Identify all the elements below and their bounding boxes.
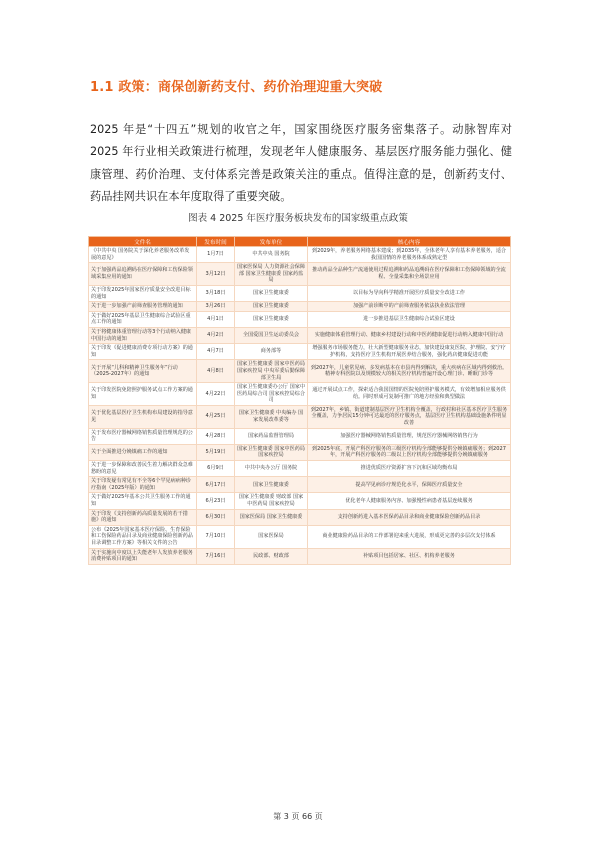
header-file-name: 文件名 [89,237,197,247]
cell-file-name: 关于印发《支持创新药高质量发展的若干措施》的通知 [89,509,197,525]
table-row [89,311,511,327]
cell-core-content: 以目标为导向科学精准开展医疗质量安全改进工作 [308,285,511,301]
cell-release-unit: 全国爱国卫生运动委员会 [235,327,308,343]
cell-file-name: 关于印发《促进健康消费专项行动方案》的通知 [89,344,197,360]
cell-file-name: 关于做好2025年基层卫生健康综合试验区重点工作的通知 [89,311,197,327]
cell-release-unit: 国家卫生健康委 国家中医药局 国家疾控局 [235,444,308,460]
page-number: 第 3 页 66 页 [273,812,323,821]
table-caption: 图表 4 2025 年医疗服务板块发布的国家级重点政策 [188,213,408,224]
cell-file-name: 《中共中央 国务院关于深化养老服务改革发展的意见》 [89,247,197,263]
cell-core-content: 增强服务市场服务能力，壮大新型健康服务业态，加快建设康复医院、护理院、安宁疗护机构，支持医疗卫生机构开展医养结合服务，强化药店健康促进功能 [308,344,511,360]
table-row [89,302,511,312]
cell-release-date: 3月12日 [197,263,235,286]
cell-release-unit: 国家卫生健康委 [235,477,308,493]
cell-release-date: 4月7日 [197,344,235,360]
cell-release-date: 6月30日 [197,509,235,525]
cell-release-date: 4月2日 [197,327,235,343]
body-paragraph: 2025 年是“十四五”规划的收官之年，国家围绕医疗服务密集落子。动脉智库对 2025 年行业相关政策进行梳理，发现老年人健康服务、基层医疗服务能力强化、健康管理、药价治理、支付体系完善是政策关注的重点。值得注意的是，创新药支付、药品挂网共识在本年度取得了重要突破。 [90,123,512,204]
cell-file-name: 关于印发2025年国家医疗质量安全改进目标的通知 [89,285,197,301]
header-release-date: 发布时间 [197,237,235,247]
cell-release-date: 3月18日 [197,285,235,301]
cell-file-name: 公布《2025年国家基本医疗保险、生育保险和工伤保险药品目录及商业健康保险创新药品目录调整工作方案》等相关文件的公告 [89,525,197,548]
table-row [89,405,511,428]
cell-release-unit: 国家医保局 [235,525,308,548]
cell-file-name: 关于将健康体重管理行动等3个行动纳入健康中国行动的通知 [89,327,197,343]
cell-file-name: 关于印发医院免陪照护服务试点工作方案的通知 [89,383,197,406]
cell-release-unit: 国家卫生健康委办公厅 国家中医药局综合司 国家疾控局综合司 [235,383,308,406]
cell-core-content: 加强医疗器械网络销售质量管理，规范医疗器械网络销售行为 [308,428,511,444]
cell-core-content: 到2027年，儿童常见病、多发病基本在市县内得到解决，重大疾病在区域内得到救治。精神专科医院以及规模较大的相关医疗机构普遍开设心理门诊、睡眠门诊等 [308,360,511,383]
table-row [89,327,511,343]
cell-release-date: 5月19日 [197,444,235,460]
cell-release-unit: 中共中央办公厅 国务院 [235,461,308,477]
cell-core-content: 商业健康险药品目录的工作部署迎来重大进展，形成更完善的多层次支付体系 [308,525,511,548]
cell-release-date: 6月23日 [197,493,235,509]
cell-release-date: 4月28日 [197,428,235,444]
section-title: 1.1 政策：商保创新药支付、药价治理迎重大突破 [90,80,383,95]
table-row [89,383,511,406]
cell-release-unit: 国家卫生健康委 [235,285,308,301]
cell-core-content: 加强产前诊断中的产前筛查服务依法执业依法管理 [308,302,511,312]
cell-release-date: 1月7日 [197,247,235,263]
table-body [89,247,511,565]
table-row [89,525,511,548]
cell-release-date: 7月16日 [197,548,235,564]
cell-file-name: 关于进一步保障和改善民生着力解决群众急难愁盼的意见 [89,461,197,477]
cell-core-content: 通过开展试点工作，探索适合我国国情的医院免陪照护服务模式，有效增加相应服务供给。同时形成可复制可推广的地方经验和典型做法 [308,383,511,406]
table-row [89,461,511,477]
cell-core-content: 实施健康体重管理行动、健康乡村建设行动和中医药健康促进行动纳入健康中国行动 [308,327,511,343]
table-header-row [89,237,511,247]
cell-core-content: 到2027年，乡镇、街道建制基层医疗卫生机构全覆盖，行政村和社区基本医疗卫生服务全覆盖，力争居民15分钟可达最近的医疗服务点，基层医疗卫生机构基础设施条件明显改善 [308,405,511,428]
cell-release-unit: 国家医保局 人力资源社会保障部 国家卫生健康委 国家药监局 [235,263,308,286]
cell-release-unit: 国家卫生健康委 国家中医药局 国家疾控局 中央军委后勤保障部卫生局 [235,360,308,383]
cell-release-unit: 国家卫生健康委 中央编办 国家发展改革委等 [235,405,308,428]
table-row [89,344,511,360]
table-row [89,247,511,263]
cell-core-content: 推动药品全品种生产流通使用过程追溯和药品追溯码在医疗保障和工伤保障领域的全流程、全量采集和全场景应用 [308,263,511,286]
cell-release-date: 4月1日 [197,311,235,327]
cell-core-content: 优化老年人健康服务内容、加强慢性病患者基层连续服务 [308,493,511,509]
table-row [89,263,511,286]
cell-release-unit: 商务部等 [235,344,308,360]
cell-release-unit: 中共中央 国务院 [235,247,308,263]
table-row [89,285,511,301]
cell-core-content: 提高罕见病诊疗规范化水平，保障医疗质量安全 [308,477,511,493]
cell-core-content: 到2029年，养老服务网络基本建成；到2035年，全体老年人享有基本养老服务，适合我国国情的养老服务体系成熟定型 [308,247,511,263]
cell-release-date: 4月25日 [197,405,235,428]
header-release-unit: 发布单位 [235,237,308,247]
cell-release-date: 4月8日 [197,360,235,383]
table-row [89,493,511,509]
cell-release-unit: 国家卫生健康委 [235,311,308,327]
cell-file-name: 关于开展“儿科和精神卫生服务年”行动（2025-2027年）的通知 [89,360,197,383]
cell-release-date: 6月9日 [197,461,235,477]
cell-release-unit: 国家药品监督管理局 [235,428,308,444]
header-core-content: 核心内容 [308,237,511,247]
cell-file-name: 关于做好2025年基本公共卫生服务工作的通知 [89,493,197,509]
table-row [89,509,511,525]
table-row [89,360,511,383]
cell-core-content: 到2025年底，开展产科医疗服务的三级医疗机构全部能够提供分娩镇痛服务；到2027年，开展产科医疗服务的二级以上医疗机构全部能够提供分娩镇痛服务 [308,444,511,460]
cell-release-date: 4月22日 [197,383,235,406]
cell-release-date: 3月26日 [197,302,235,312]
cell-file-name: 关于优化基层医疗卫生机构布局建设的指导意见 [89,405,197,428]
cell-core-content: 补贴项目包括居家、社区、机构养老服务 [308,548,511,564]
cell-file-name: 关于全面推进分娩镇痛工作的通知 [89,444,197,460]
table-row [89,428,511,444]
cell-release-date: 7月10日 [197,525,235,548]
cell-release-unit: 民政部、财政部 [235,548,308,564]
cell-file-name: 关于发布医疗器械网络销售质量管理规范的公告 [89,428,197,444]
cell-core-content: 进一步推进基层卫生健康综合试验区建设 [308,311,511,327]
policy-table [88,236,511,565]
cell-file-name: 关于实施向中度以上失能老年人发放养老服务消费补贴项目的通知 [89,548,197,564]
cell-core-content: 推进优质医疗资源扩容下沉和区域均衡布局 [308,461,511,477]
table-row [89,444,511,460]
cell-file-name: 关于印发疑有常见有不全等6个罕见病病种诊疗指南（2025年版）的通知 [89,477,197,493]
cell-release-unit: 国家医保局 国家卫生健康委 [235,509,308,525]
cell-file-name: 关于加强药品追溯码在医疗保障和工伤保险领域采集应用的通知 [89,263,197,286]
cell-release-date: 6月17日 [197,477,235,493]
cell-core-content: 支持创新药进入基本医保药品目录和商业健康保险创新药品目录 [308,509,511,525]
table-row [89,477,511,493]
cell-release-unit: 国家卫生健康委 财政部 国家中医药局 国家疾控局 [235,493,308,509]
table-row [89,548,511,564]
cell-file-name: 关于进一步加强产前筛查服务管理的通知 [89,302,197,312]
cell-release-unit: 国家卫生健康委 [235,302,308,312]
